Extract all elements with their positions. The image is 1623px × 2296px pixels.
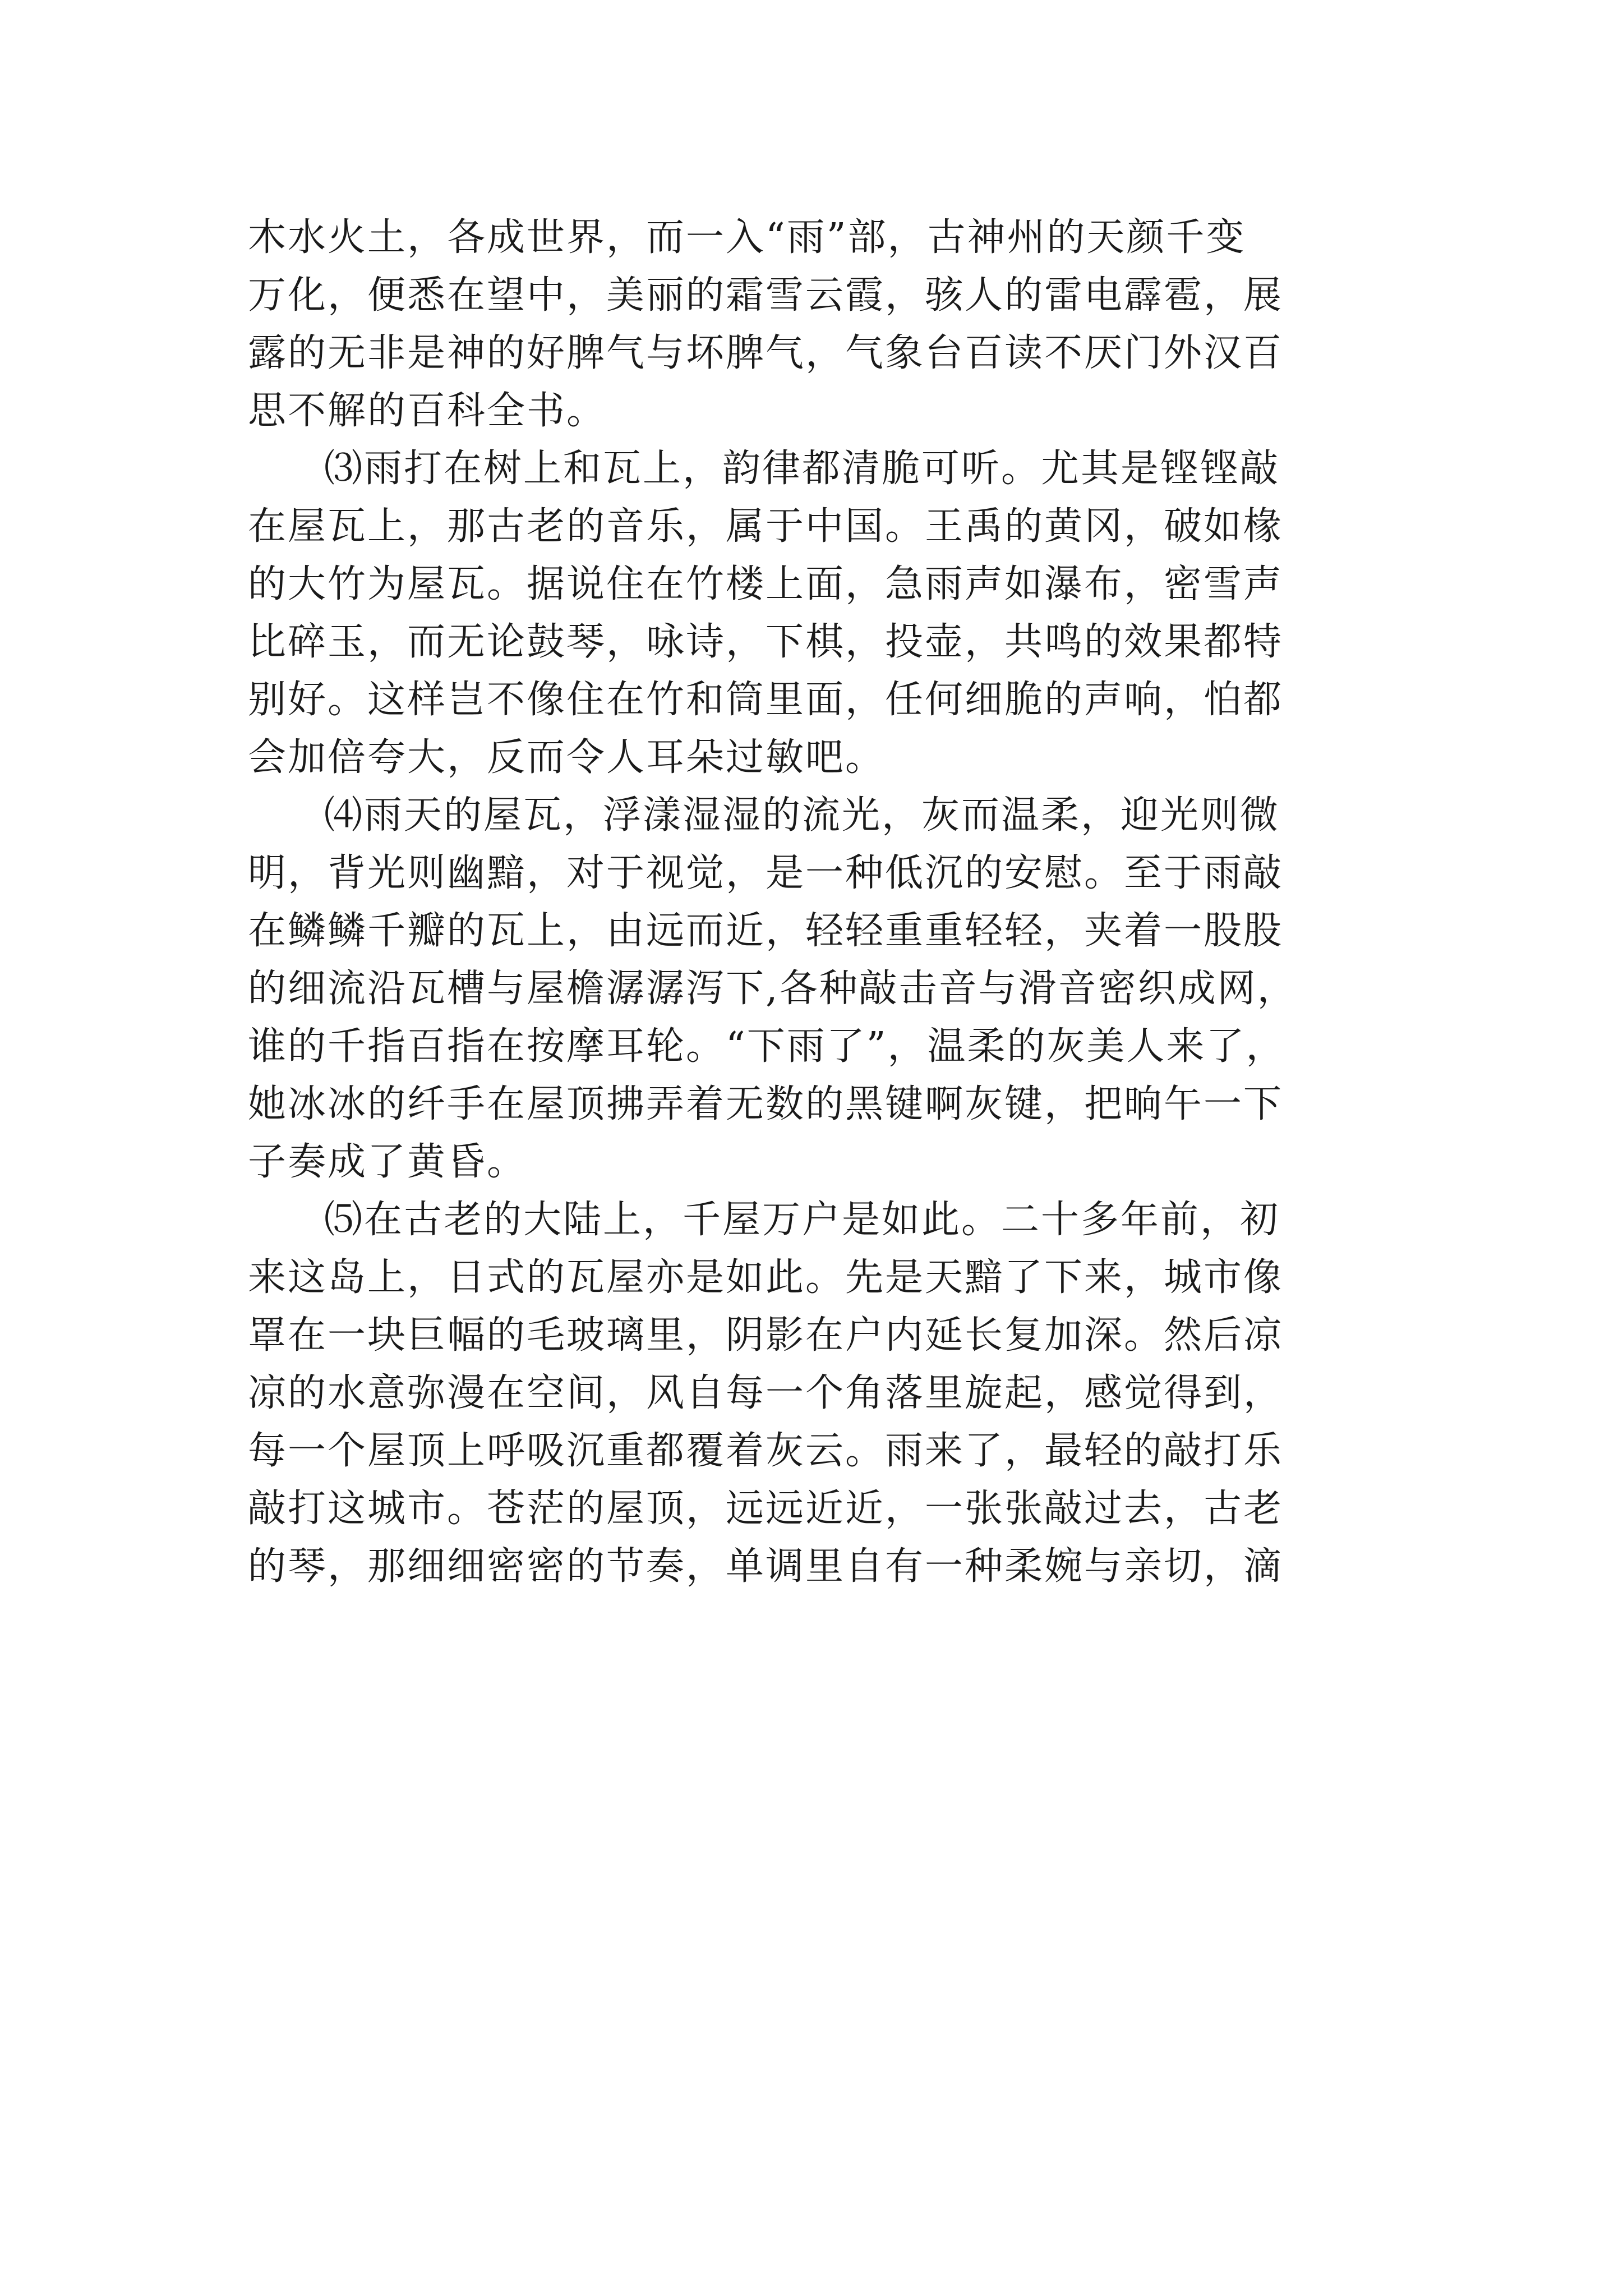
body-text	[248, 209, 1381, 1595]
text-line: 万化，便悉在望中，美丽的霜雪云霞，骇人的雷电霹雹，展	[248, 273, 1284, 318]
text-line: 露的无非是神的好脾气与坏脾气，气象台百读不厌门外汉百	[248, 331, 1284, 375]
text-line: ⑸在古老的大陆上，千屋万户是如此。二十多年前，初	[324, 1198, 1280, 1242]
text-line: 木水火土，各成世界，而一入“雨”部，古神州的天颜千变	[248, 215, 1246, 260]
paragraph-3	[248, 440, 1381, 786]
paragraph-5	[248, 1191, 1381, 1595]
text-line: 的琴，那细细密密的节奏，单调里自有一种柔婉与亲切，滴	[248, 1544, 1284, 1589]
text-line: 的细流沿瓦槽与屋檐潺潺泻下,各种敲击音与滑音密织成网，	[248, 967, 1297, 1011]
text-line: 每一个屋顶上呼吸沉重都覆着灰云。雨来了，最轻的敲打乐	[248, 1429, 1284, 1473]
text-line: 明，背光则幽黯，对于视觉，是一种低沉的安慰。至于雨敲	[248, 851, 1284, 895]
text-line: 在屋瓦上，那古老的音乐，属于中国。王禹的黄冈，破如椽	[248, 504, 1284, 549]
text-line: 的大竹为屋瓦。据说住在竹楼上面，急雨声如瀑布，密雪声	[248, 562, 1284, 606]
text-line: 凉的水意弥漫在空间，风自每一个角落里旋起，感觉得到，	[248, 1371, 1284, 1415]
text-line: 来这岛上，日式的瓦屋亦是如此。先是天黯了下来，城市像	[248, 1255, 1284, 1300]
paragraph-4	[248, 786, 1381, 1191]
paragraph-2-continuation	[248, 209, 1381, 440]
text-line: 谁的千指百指在按摩耳轮。“下雨了”，温柔的灰美人来了，	[248, 1024, 1286, 1069]
text-line: 在鳞鳞千瓣的瓦上，由远而近，轻轻重重轻轻，夹着一股股	[248, 909, 1284, 953]
text-line: 别好。这样岂不像住在竹和筒里面，任何细脆的声响，怕都	[248, 678, 1284, 722]
text-line: 会加倍夸大，反而令人耳朵过敏吧。	[248, 735, 886, 780]
text-line: 子奏成了黄昏。	[248, 1140, 527, 1184]
text-line: ⑷雨天的屋瓦，浮漾湿湿的流光，灰而温柔，迎光则微	[324, 793, 1280, 838]
text-line: 比碎玉，而无论鼓琴，咏诗，下棋，投壶，共鸣的效果都特	[248, 620, 1284, 664]
text-line: ⑶雨打在树上和瓦上，韵律都清脆可听。尤其是铿铿敲	[324, 447, 1280, 491]
text-line: 思不解的百科全书。	[248, 389, 607, 433]
text-line: 罩在一块巨幅的毛玻璃里，阴影在户内延长复加深。然后凉	[248, 1313, 1284, 1358]
text-line: 敲打这城市。苍茫的屋顶，远远近近，一张张敲过去，古老	[248, 1487, 1284, 1531]
text-line: 她冰冰的纤手在屋顶拂弄着无数的黑键啊灰键，把晌午一下	[248, 1082, 1284, 1126]
